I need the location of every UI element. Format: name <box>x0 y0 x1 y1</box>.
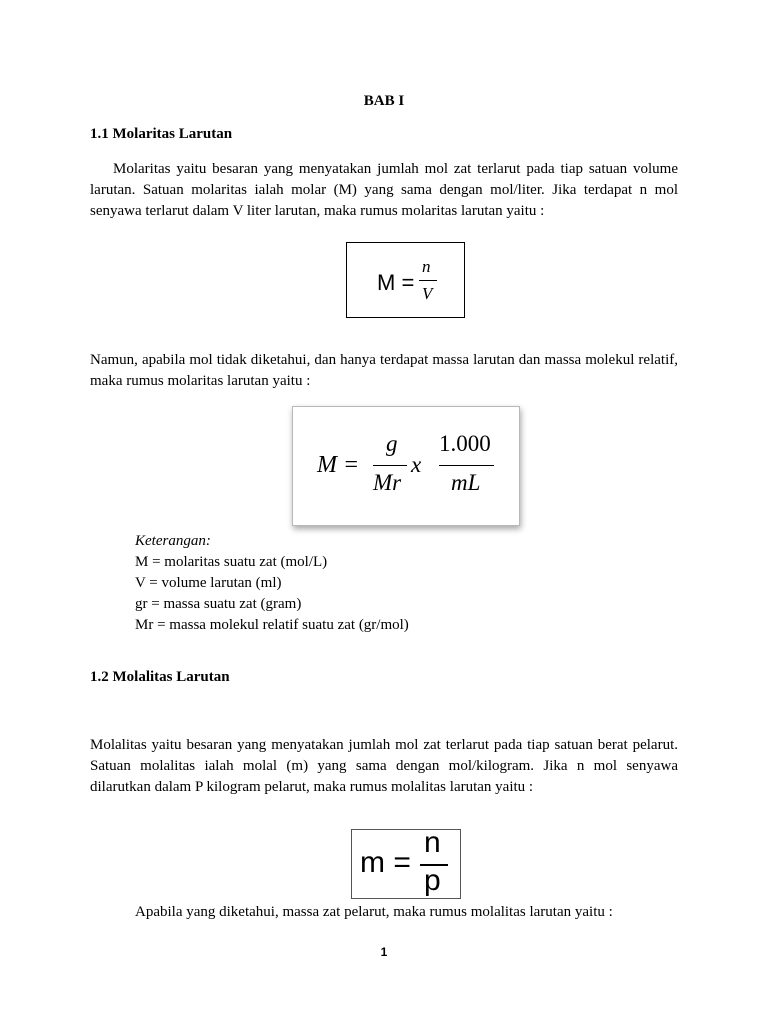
formula-denominator: Mr <box>373 470 402 495</box>
keterangan-title: Keterangan: <box>135 533 211 549</box>
paragraph-molalitas-definition <box>90 735 678 798</box>
formula-denominator: p <box>424 864 441 897</box>
formula-denominator: V <box>422 284 433 303</box>
formula-lhs: M = <box>317 452 360 478</box>
section-title-molaritas: 1.1 Molaritas Larutan <box>90 126 233 142</box>
formula-molaritas-mass-box <box>292 406 520 526</box>
paragraph-molaritas-definition <box>90 159 678 222</box>
keterangan-item: M = molaritas suatu zat (mol/L) <box>135 554 328 570</box>
formula-numerator: n <box>422 257 431 276</box>
fraction-bar <box>439 465 494 466</box>
keterangan-item: gr = massa suatu zat (gram) <box>135 596 302 612</box>
chapter-heading: BAB I <box>363 93 405 109</box>
paragraph-line: senyawa terlarut dalam V liter larutan, maka rumus molaritas larutan yaitu : <box>90 203 545 219</box>
formula-lhs: m = <box>360 846 411 879</box>
fraction-bar <box>419 280 437 281</box>
formula-denominator: mL <box>451 470 481 495</box>
formula-lhs: M = <box>377 270 415 295</box>
paragraph-molalitas-mass: Apabila yang diketahui, massa zat pelarut, maka rumus molalitas larutan yaitu : <box>135 904 613 920</box>
formula-numerator: n <box>424 826 441 859</box>
section-title-molalitas: 1.2 Molalitas Larutan <box>90 669 230 685</box>
formula-numerator: g <box>386 431 398 456</box>
paragraph-line: Satuan molalitas ialah molal (m) yang sama dengan mol/kilogram. Jika n mol senyawa <box>90 758 678 774</box>
paragraph-line: larutan. Satuan molaritas ialah molar (M) yang sama dengan mol/liter. Jika terdapat n mol <box>90 182 678 198</box>
fraction-bar <box>373 465 407 466</box>
paragraph-line: maka rumus molaritas larutan yaitu : <box>90 373 311 389</box>
paragraph-line: dilarutkan dalam P kilogram pelarut, maka rumus molalitas larutan yaitu : <box>90 779 534 795</box>
keterangan-list <box>135 531 409 636</box>
paragraph-line: Molalitas yaitu besaran yang menyatakan jumlah mol zat terlarut pada tiap satuan berat pelarut. <box>90 737 678 753</box>
formula-times: x <box>411 452 422 477</box>
formula-molalitas-box <box>351 826 461 899</box>
keterangan-item: Mr = massa molekul relatif suatu zat (gr/mol) <box>135 617 409 633</box>
paragraph-line: Molaritas yaitu besaran yang menyatakan jumlah mol zat terlarut pada tiap satuan volume <box>113 161 678 177</box>
page-number: 1 <box>380 945 388 959</box>
keterangan-item: V = volume larutan (ml) <box>135 575 282 591</box>
paragraph-molaritas-mass <box>90 350 678 392</box>
paragraph-line: Namun, apabila mol tidak diketahui, dan hanya terdapat massa larutan dan massa molekul relatif, <box>90 352 678 368</box>
formula-molaritas-box <box>346 242 465 318</box>
formula-numerator: 1.000 <box>439 431 491 456</box>
